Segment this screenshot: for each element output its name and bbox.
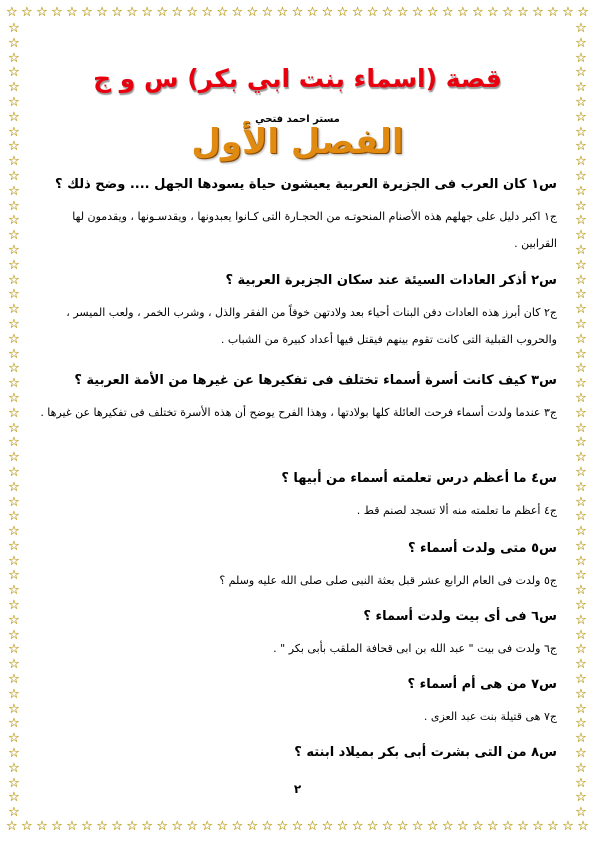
star-icon: ☆	[575, 760, 587, 776]
qa-item-3	[37, 372, 557, 426]
star-icon: ☆	[141, 5, 153, 20]
star-icon: ☆	[8, 139, 20, 155]
star-icon: ☆	[366, 819, 379, 834]
star-icon: ☆	[8, 376, 20, 392]
qa-item-4	[37, 470, 557, 524]
star-icon: ☆	[201, 5, 214, 20]
star-icon: ☆	[8, 390, 20, 406]
star-icon: ☆	[8, 154, 20, 170]
star-icon: ☆	[216, 819, 229, 834]
star-icon: ☆	[8, 198, 20, 214]
star-icon: ☆	[21, 5, 33, 20]
answer-4: ج٤ أعظم ما تعلمته منه ألا تسجد لصنم قط .	[356, 504, 557, 517]
star-icon: ☆	[575, 583, 587, 599]
page-number: ٢	[293, 782, 302, 796]
star-icon: ☆	[575, 287, 587, 303]
star-icon: ☆	[575, 376, 587, 392]
star-icon: ☆	[471, 819, 484, 834]
star-icon: ☆	[216, 5, 229, 20]
star-icon: ☆	[575, 538, 587, 554]
star-icon: ☆	[575, 405, 587, 421]
star-icon: ☆	[517, 819, 529, 834]
star-icon: ☆	[8, 242, 20, 258]
star-icon: ☆	[547, 5, 559, 20]
star-icon: ☆	[8, 168, 20, 184]
star-icon: ☆	[517, 5, 529, 20]
star-icon: ☆	[8, 627, 20, 643]
star-icon: ☆	[426, 5, 439, 20]
star-icon: ☆	[471, 5, 484, 20]
star-icon: ☆	[336, 5, 349, 20]
star-icon: ☆	[111, 819, 123, 834]
star-icon: ☆	[577, 819, 589, 834]
star-icon: ☆	[575, 672, 587, 688]
star-icon: ☆	[66, 5, 78, 20]
star-icon: ☆	[21, 819, 33, 834]
question-8: س٨ من التى بشرت أبى بكر بميلاد ابنته ؟	[294, 745, 557, 760]
star-icon: ☆	[562, 819, 574, 834]
star-icon: ☆	[321, 819, 334, 834]
star-icon: ☆	[171, 5, 183, 20]
question-2: س٢ أذكر العادات السيئة عند سكان الجزيرة العربية ؟	[225, 273, 557, 288]
star-icon: ☆	[8, 701, 20, 717]
star-icon: ☆	[276, 819, 289, 834]
star-icon: ☆	[8, 657, 20, 673]
page-title: قصة (اسماء بنت ابي بكر) س و ج	[93, 64, 502, 93]
star-icon: ☆	[141, 819, 153, 834]
author-name: مستر احمد فتحي	[255, 114, 340, 125]
star-icon: ☆	[8, 760, 20, 776]
star-icon: ☆	[396, 819, 409, 834]
star-icon: ☆	[171, 819, 183, 834]
star-icon: ☆	[575, 94, 587, 110]
star-icon: ☆	[6, 5, 18, 20]
star-icon: ☆	[575, 731, 587, 747]
star-icon: ☆	[8, 435, 20, 451]
star-icon: ☆	[441, 5, 454, 20]
star-icon: ☆	[8, 716, 20, 732]
star-icon: ☆	[575, 390, 587, 406]
star-icon: ☆	[186, 5, 199, 20]
star-icon: ☆	[456, 5, 469, 20]
star-border-bottom	[6, 820, 589, 836]
star-icon: ☆	[8, 731, 20, 747]
answer-3: ج٣ عندما ولدت أسماء فرحت العائلة كلها بولادتها ، وهذا الفرح يوضح أن هذه الأسرة تختلف فى تفكيرها عن غيرها .	[40, 406, 557, 419]
star-icon: ☆	[575, 775, 587, 791]
star-icon: ☆	[8, 746, 20, 762]
star-icon: ☆	[8, 124, 20, 140]
star-icon: ☆	[261, 819, 274, 834]
star-icon: ☆	[575, 272, 587, 288]
star-icon: ☆	[575, 65, 587, 81]
star-icon: ☆	[96, 5, 108, 20]
star-icon: ☆	[8, 790, 20, 806]
star-icon: ☆	[532, 5, 544, 20]
star-icon: ☆	[502, 5, 514, 20]
star-icon: ☆	[8, 524, 20, 540]
star-icon: ☆	[201, 819, 214, 834]
star-icon: ☆	[575, 553, 587, 569]
star-icon: ☆	[575, 450, 587, 466]
star-icon: ☆	[81, 819, 93, 834]
star-icon: ☆	[8, 257, 20, 273]
star-icon: ☆	[366, 5, 379, 20]
star-icon: ☆	[8, 346, 20, 362]
question-1: س١ كان العرب فى الجزيرة العربية يعيشون حياة يسودها الجهل .... وضح ذلك ؟	[55, 177, 557, 192]
star-icon: ☆	[487, 819, 499, 834]
star-icon: ☆	[575, 657, 587, 673]
star-icon: ☆	[562, 5, 574, 20]
star-icon: ☆	[575, 612, 587, 628]
star-icon: ☆	[575, 686, 587, 702]
star-icon: ☆	[575, 35, 587, 51]
answer-1: ج١ اكبر دليل على جهلهم هذه الأصنام المنحوتـه من الحجـارة التى كـانوا يعبدونها ، ويقدسـونها ، ويقدمون لها القرابين .	[72, 210, 557, 250]
star-icon: ☆	[575, 346, 587, 362]
star-icon: ☆	[51, 5, 63, 20]
answer-6: ج٦ ولدت فى بيت " عبد الله بن ابى قحافة الملقب بأبى بكر " .	[273, 642, 557, 655]
star-icon: ☆	[575, 168, 587, 184]
star-icon: ☆	[8, 775, 20, 791]
star-icon: ☆	[426, 819, 439, 834]
star-icon: ☆	[575, 509, 587, 525]
question-6: س٦ فى أى بيت ولدت أسماء ؟	[363, 609, 557, 624]
question-5: س٥ متى ولدت أسماء ؟	[407, 541, 557, 556]
star-icon: ☆	[8, 272, 20, 288]
qa-item-6	[37, 608, 557, 662]
star-icon: ☆	[321, 5, 334, 20]
star-icon: ☆	[575, 627, 587, 643]
star-icon: ☆	[575, 420, 587, 436]
star-icon: ☆	[575, 746, 587, 762]
star-icon: ☆	[8, 568, 20, 584]
star-icon: ☆	[246, 819, 259, 834]
star-icon: ☆	[575, 198, 587, 214]
star-icon: ☆	[156, 5, 168, 20]
question-4: س٤ ما أعظم درس تعلمته أسماء من أبيها ؟	[281, 471, 557, 486]
star-icon: ☆	[575, 21, 587, 36]
star-icon: ☆	[8, 494, 20, 510]
star-icon: ☆	[575, 183, 587, 199]
star-icon: ☆	[502, 819, 514, 834]
star-icon: ☆	[291, 819, 304, 834]
star-icon: ☆	[126, 5, 138, 20]
star-icon: ☆	[487, 5, 499, 20]
star-icon: ☆	[575, 154, 587, 170]
chapter-heading: الفصل الأول	[191, 122, 404, 162]
star-icon: ☆	[351, 819, 364, 834]
star-icon: ☆	[575, 524, 587, 540]
star-icon: ☆	[8, 553, 20, 569]
star-icon: ☆	[8, 479, 20, 495]
star-icon: ☆	[381, 819, 394, 834]
star-icon: ☆	[575, 139, 587, 155]
star-icon: ☆	[575, 80, 587, 96]
question-7: س٧ من هى أم أسماء ؟	[407, 677, 557, 692]
star-icon: ☆	[575, 257, 587, 273]
star-icon: ☆	[8, 405, 20, 421]
star-icon: ☆	[8, 80, 20, 96]
star-icon: ☆	[111, 5, 123, 20]
star-icon: ☆	[8, 612, 20, 628]
star-icon: ☆	[8, 109, 20, 125]
star-icon: ☆	[575, 316, 587, 332]
star-icon: ☆	[231, 5, 244, 20]
star-icon: ☆	[577, 5, 589, 20]
star-icon: ☆	[8, 450, 20, 466]
star-icon: ☆	[441, 819, 454, 834]
star-icon: ☆	[8, 213, 20, 229]
star-icon: ☆	[8, 316, 20, 332]
star-icon: ☆	[575, 50, 587, 66]
star-icon: ☆	[8, 94, 20, 110]
star-icon: ☆	[575, 242, 587, 258]
star-icon: ☆	[575, 464, 587, 480]
qa-item-5	[37, 540, 557, 594]
qa-item-1	[37, 176, 557, 257]
star-icon: ☆	[8, 420, 20, 436]
answer-5: ج٥ ولدت فى العام الرابع عشر قبل بعثة النبى صلى صلى الله عليه وسلم ؟	[219, 574, 557, 587]
star-icon: ☆	[575, 302, 587, 318]
star-icon: ☆	[8, 331, 20, 347]
star-icon: ☆	[291, 5, 304, 20]
star-icon: ☆	[575, 790, 587, 806]
star-icon: ☆	[8, 228, 20, 244]
star-icon: ☆	[547, 819, 559, 834]
star-icon: ☆	[575, 228, 587, 244]
star-icon: ☆	[8, 21, 20, 36]
star-icon: ☆	[575, 479, 587, 495]
star-icon: ☆	[575, 331, 587, 347]
star-icon: ☆	[8, 805, 20, 821]
qa-item-8	[37, 744, 557, 762]
star-icon: ☆	[8, 50, 20, 66]
star-icon: ☆	[8, 672, 20, 688]
star-icon: ☆	[231, 819, 244, 834]
star-icon: ☆	[575, 642, 587, 658]
star-icon: ☆	[575, 109, 587, 125]
star-icon: ☆	[36, 819, 48, 834]
star-icon: ☆	[8, 686, 20, 702]
qa-item-2	[37, 272, 557, 353]
star-icon: ☆	[411, 5, 424, 20]
star-icon: ☆	[381, 5, 394, 20]
star-icon: ☆	[8, 35, 20, 51]
answer-2: ج٢ كان أبرز هذه العادات دفن البنات أحياء بعد ولادتهن خوفاً من الفقر والذل ، وشرب الخمر ، ولعب الميسر ، والحروب القبلية التى كانت تقوم بينهم فيقتل فيها أعداد كبيرة من الشباب .	[66, 306, 557, 346]
star-icon: ☆	[575, 213, 587, 229]
star-icon: ☆	[8, 183, 20, 199]
star-icon: ☆	[575, 435, 587, 451]
star-icon: ☆	[8, 598, 20, 614]
star-icon: ☆	[575, 494, 587, 510]
star-icon: ☆	[575, 124, 587, 140]
star-icon: ☆	[575, 805, 587, 821]
star-icon: ☆	[126, 819, 138, 834]
star-icon: ☆	[351, 5, 364, 20]
star-icon: ☆	[8, 65, 20, 81]
question-3: س٣ كيف كانت أسرة أسماء تختلف فى تفكيرها عن غيرها من الأمة العربية ؟	[74, 373, 557, 388]
star-icon: ☆	[306, 5, 319, 20]
star-icon: ☆	[8, 302, 20, 318]
star-icon: ☆	[36, 5, 48, 20]
star-icon: ☆	[246, 5, 259, 20]
qa-item-7	[37, 676, 557, 730]
star-icon: ☆	[8, 538, 20, 554]
star-icon: ☆	[575, 716, 587, 732]
star-icon: ☆	[66, 819, 78, 834]
star-icon: ☆	[261, 5, 274, 20]
star-icon: ☆	[96, 819, 108, 834]
star-icon: ☆	[8, 583, 20, 599]
star-icon: ☆	[81, 5, 93, 20]
star-icon: ☆	[8, 287, 20, 303]
star-icon: ☆	[8, 642, 20, 658]
star-icon: ☆	[156, 819, 168, 834]
answer-7: ج٧ هى قتيلة بنت عبد العزى .	[423, 710, 557, 723]
star-icon: ☆	[575, 701, 587, 717]
star-icon: ☆	[306, 819, 319, 834]
star-icon: ☆	[456, 819, 469, 834]
star-icon: ☆	[8, 509, 20, 525]
star-icon: ☆	[396, 5, 409, 20]
star-icon: ☆	[411, 819, 424, 834]
star-border-top	[6, 6, 589, 22]
star-icon: ☆	[276, 5, 289, 20]
star-icon: ☆	[575, 568, 587, 584]
star-icon: ☆	[575, 361, 587, 377]
star-icon: ☆	[532, 819, 544, 834]
star-icon: ☆	[51, 819, 63, 834]
star-icon: ☆	[186, 819, 199, 834]
star-icon: ☆	[8, 361, 20, 377]
star-icon: ☆	[8, 464, 20, 480]
star-icon: ☆	[6, 819, 18, 834]
star-icon: ☆	[336, 819, 349, 834]
star-icon: ☆	[575, 598, 587, 614]
